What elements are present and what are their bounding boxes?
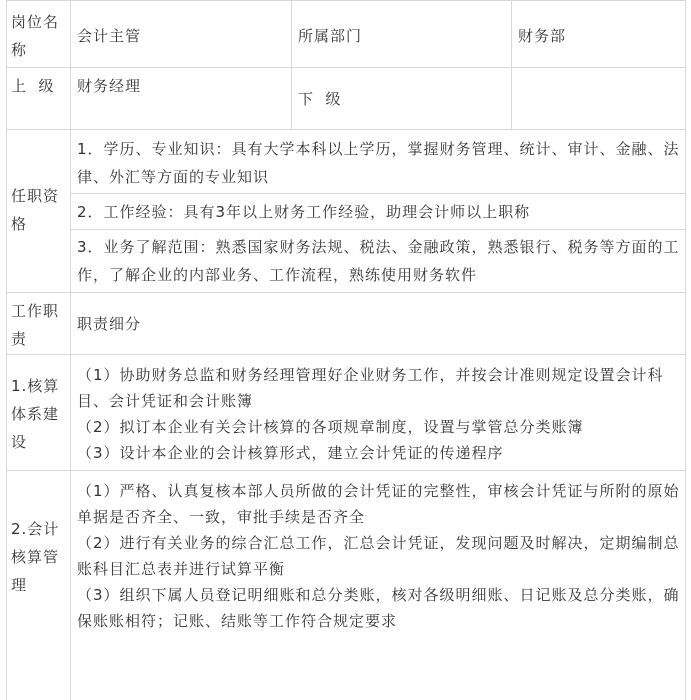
qualifications-label: 任职资格 — [11, 187, 60, 233]
responsibilities-label: 工作职责 — [11, 302, 60, 348]
superior-value: 财务经理 — [77, 77, 142, 95]
row-divider — [6, 470, 686, 471]
duty-item: （2）进行有关业务的综合汇总工作，汇总会计凭证，发现问题及时解决，定期编制总账科目汇总表并进行试算平衡 — [77, 534, 680, 578]
duty-item: （2）拟订本企业有关会计核算的各项规章制度，设置与掌管总分类账簿 — [77, 418, 584, 436]
duty-item: （1）协助财务总监和财务经理管理好企业财务工作，并按会计准则规定设置会计科目、会计凭证和会计账簿 — [77, 366, 664, 410]
row-divider — [6, 67, 686, 68]
accounting-system-label: 1.核算体系建设 — [11, 377, 60, 451]
table-border-top — [6, 0, 686, 1]
job-title-label: 岗位名称 — [11, 13, 60, 59]
duty-item: （3）设计本企业的会计核算形式，建立会计凭证的传递程序 — [77, 444, 504, 462]
department-label: 所属部门 — [298, 27, 363, 45]
qualification-experience: 2．工作经验：具有3年以上财务工作经验，助理会计师以上职称 — [77, 203, 531, 221]
superior-label: 上 级 — [11, 77, 55, 95]
row-divider — [6, 129, 686, 130]
responsibilities-value: 职责细分 — [77, 315, 142, 333]
duty-item: （1）严格、认真复核本部人员所做的会计凭证的完整性，审核会计凭证与所附的原始单据是否齐全、一致，审批手续是否齐全 — [77, 482, 680, 526]
row-divider — [6, 292, 686, 293]
table-border-right — [685, 0, 686, 700]
qualification-education: 1．学历、专业知识：具有大学本科以上学历，掌握财务管理、统计、审计、金融、法律、外汇等方面的专业知识 — [77, 140, 680, 186]
column-divider — [511, 0, 512, 129]
duty-item: （3）组织下属人员登记明细账和总分类账，核对各级明细账、日记账及总分类账，确保账账相符；记账、结账等工作符合规定要求 — [77, 586, 680, 630]
qualification-knowledge: 3．业务了解范围：熟悉国家财务法规、税法、金融政策，熟悉银行、税务等方面的工作，了解企业的内部业务、工作流程，熟练使用财务软件 — [77, 238, 680, 284]
department-value: 财务部 — [518, 27, 567, 45]
job-title-value: 会计主管 — [77, 27, 142, 45]
duty-list — [71, 478, 685, 634]
row-divider — [6, 354, 686, 355]
sub-row-divider — [71, 193, 685, 194]
job-description-table — [6, 0, 686, 700]
accounting-management-label: 2.会计核算管理 — [11, 520, 60, 594]
subordinate-label: 下 级 — [298, 90, 342, 108]
duty-list — [71, 362, 685, 466]
sub-row-divider — [71, 229, 685, 230]
